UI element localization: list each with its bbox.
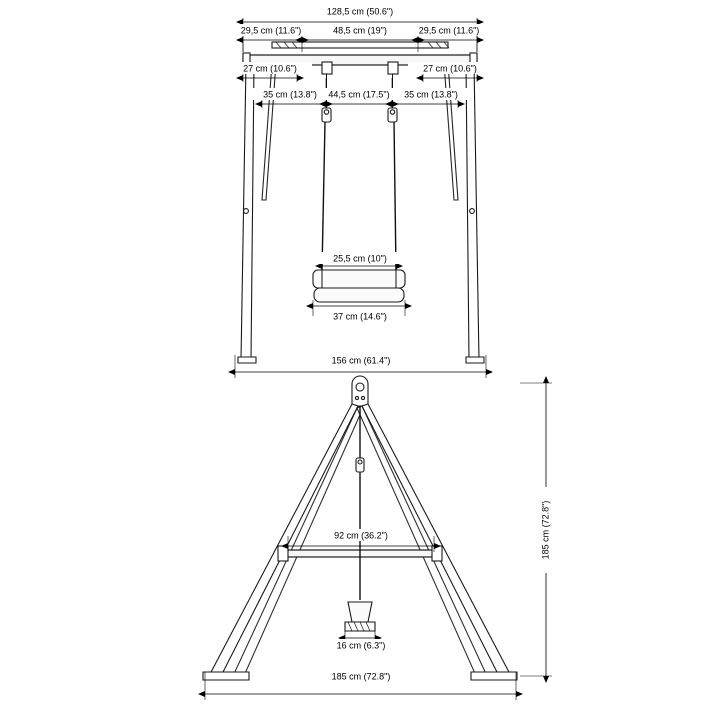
- dim-side-base-width-label: 185 cm (72.8"): [331, 671, 391, 682]
- side-left-leg-rear: [233, 406, 363, 678]
- front-left-rear-leg: [262, 63, 276, 200]
- dim-bracket-left: [228, 62, 312, 82]
- front-left-leg-bolt: [244, 209, 249, 214]
- front-hanger-bracket-left: [322, 62, 332, 74]
- side-rope-connector-eye: [358, 460, 362, 464]
- side-left-foot: [203, 672, 249, 680]
- dim-side-crossbar-label: 92 cm (36.2"): [334, 530, 388, 541]
- side-cross-bar-left-cap: [278, 546, 288, 561]
- side-apex-bolt-right: [361, 396, 364, 399]
- front-right-rear-leg: [444, 63, 458, 200]
- dim-bracket-right: [408, 62, 492, 82]
- side-seat: [345, 602, 375, 631]
- side-apex-bolt-left: [355, 396, 358, 399]
- front-right-leg-bolt: [470, 209, 475, 214]
- dim-seat-inner-label: 25,5 cm (10"): [333, 253, 387, 264]
- front-seat: [313, 270, 405, 302]
- dim-seat-width: [313, 300, 405, 322]
- dim-side-base-width: [205, 670, 516, 700]
- side-apex-ring: [356, 383, 364, 391]
- dim-hanger-center-label: 44,5 cm (17.5"): [328, 89, 390, 100]
- dim-front-base-width: [235, 354, 486, 378]
- front-hanger-bracket-right: [388, 62, 398, 74]
- dim-hanger-left-label: 35 cm (13.8"): [263, 89, 317, 100]
- front-rope-left: [322, 122, 325, 270]
- side-right-foot: [471, 672, 517, 680]
- dim-seat-inner: [318, 252, 402, 270]
- dim-hanger-right-label: 35 cm (13.8"): [404, 89, 458, 100]
- front-right-foot: [466, 357, 484, 363]
- dim-side-seat-depth-label: 16 cm (6.3"): [336, 640, 386, 651]
- dim-top-right-label: 29,5 cm (11.6"): [418, 25, 480, 36]
- side-view-geometry: [203, 376, 517, 680]
- side-cross-bar-right-cap: [432, 546, 442, 561]
- dim-top-center-label: 48,5 cm (19"): [333, 25, 387, 36]
- dim-side-seat-depth: [320, 631, 402, 651]
- front-rope-right: [394, 122, 396, 270]
- front-brace-bar: [272, 42, 448, 48]
- dim-top-overall-label: 128,5 cm (50.6"): [326, 6, 394, 17]
- dim-front-base-width-label: 156 cm (61.4"): [331, 355, 391, 366]
- dim-top-left-label: 29,5 cm (11.6"): [240, 25, 302, 36]
- dim-hanger-spacing: [250, 78, 470, 108]
- dim-bracket-left-label: 27 cm (10.6"): [243, 63, 297, 74]
- dim-side-height-label: 185 cm (72.8"): [540, 500, 551, 560]
- dim-side-height: [520, 383, 553, 676]
- front-left-foot: [238, 357, 256, 363]
- dim-bracket-right-label: 27 cm (10.6"): [423, 63, 477, 74]
- side-right-leg-rear: [357, 406, 487, 678]
- dim-seat-width-label: 37 cm (14.6"): [333, 311, 387, 322]
